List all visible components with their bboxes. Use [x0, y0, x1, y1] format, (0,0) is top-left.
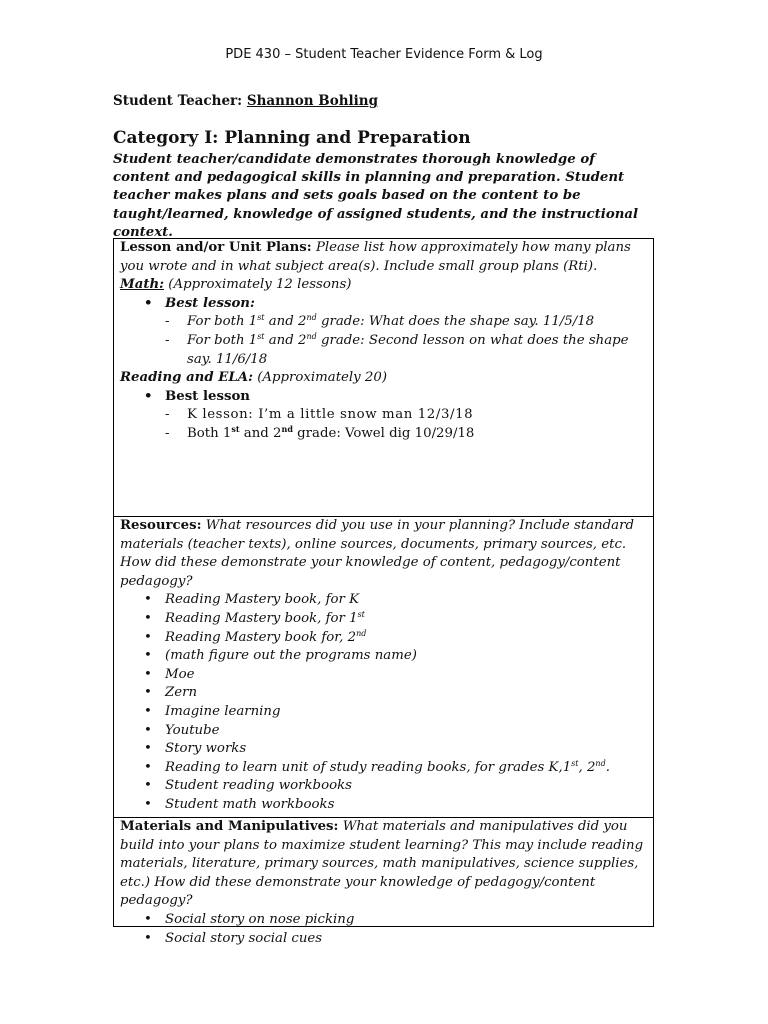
math-lesson-item: - For both 1st and 2nd grade: Second lesson on what does the shape say. 11/6/18	[187, 332, 647, 369]
resource-item: • Student reading workbooks	[165, 777, 647, 796]
materials-label: Materials and Manipulatives:	[120, 819, 339, 834]
resources-intro	[120, 517, 647, 591]
math-heading: Math:	[120, 277, 165, 293]
math-heading-line	[120, 276, 647, 295]
student-teacher-line	[113, 93, 378, 109]
materials-section	[114, 817, 653, 946]
reading-lesson-item: - K lesson: I’m a little snow man 12/3/18	[187, 406, 647, 425]
reading-best-label: • Best lesson	[165, 388, 647, 407]
category-title: Category I: Planning and Preparation	[113, 128, 471, 148]
resources-section	[114, 516, 653, 817]
resource-item: • Moe	[165, 666, 647, 685]
resources-prompt: What resources did you use in your planning? Include standard materials (teacher texts), online sources, documents, primary sources, etc. How did these demonstrate your knowledge of content, pedagogy/content pedagogy?	[120, 518, 634, 589]
resource-item: • (math figure out the programs name)	[165, 647, 647, 666]
resource-item: • Imagine learning	[165, 703, 647, 722]
materials-intro	[120, 818, 647, 911]
category-description: Student teacher/candidate demonstrates thorough knowledge of content and pedagogical skills in planning and preparation. Student teacher makes plans and sets goals based on the content to be taught/learned, knowledge of assigned students, and the instructional context.	[113, 152, 639, 240]
reading-best-list	[120, 388, 647, 407]
lesson-plans-prompt: Please list how approximately how many plans you wrote and in what subject area(s). Include small group plans (Rti).	[120, 240, 631, 274]
resource-item: • Zern	[165, 684, 647, 703]
student-teacher-label: Student Teacher:	[113, 93, 243, 109]
math-best-label: • Best lesson:	[165, 295, 647, 314]
resource-item: • Story works	[165, 740, 647, 759]
materials-list	[120, 911, 647, 948]
resource-item: • Student math workbooks	[165, 796, 647, 815]
reading-lesson-item: - Both 1st and 2nd grade: Vowel dig 10/29/18	[187, 425, 647, 444]
resource-item: • Youtube	[165, 722, 647, 741]
lesson-plans-section	[114, 239, 653, 516]
lesson-plans-intro	[120, 239, 647, 276]
math-lesson-item: - For both 1st and 2nd grade: What does the shape say. 11/5/18	[187, 313, 647, 332]
student-teacher-name: Shannon Bohling	[246, 93, 379, 109]
material-item: • Social story on nose picking	[165, 911, 647, 930]
resource-item: • Reading Mastery book for, 2nd	[165, 629, 647, 648]
materials-prompt: What materials and manipulatives did you build into your plans to maximize student learning? This may include reading materials, literature, primary sources, math manipulatives, science supplies, etc.) How did these demonstrate your knowledge of pedagogy/content pedagogy?	[120, 819, 644, 909]
reading-count: (Approximately 20)	[257, 370, 388, 386]
lesson-plans-label: Lesson and/or Unit Plans:	[120, 240, 312, 255]
math-lesson-list	[120, 313, 647, 369]
reading-heading-line	[120, 369, 647, 388]
resource-item: • Reading to learn unit of study reading books, for grades K,1st, 2nd.	[165, 759, 647, 778]
resources-list	[120, 591, 647, 814]
reading-heading: Reading and ELA:	[120, 370, 253, 386]
page-header: PDE 430 – Student Teacher Evidence Form & Log	[225, 47, 543, 62]
material-item: • Social story social cues	[165, 930, 647, 949]
reading-lesson-list	[120, 406, 647, 443]
math-count: (Approximately 12 lessons)	[168, 277, 352, 293]
resources-label: Resources:	[120, 518, 202, 533]
resource-item: • Reading Mastery book, for K	[165, 591, 647, 610]
resource-item: • Reading Mastery book, for 1st	[165, 610, 647, 629]
math-best-list	[120, 295, 647, 314]
evidence-form-table	[113, 238, 654, 946]
